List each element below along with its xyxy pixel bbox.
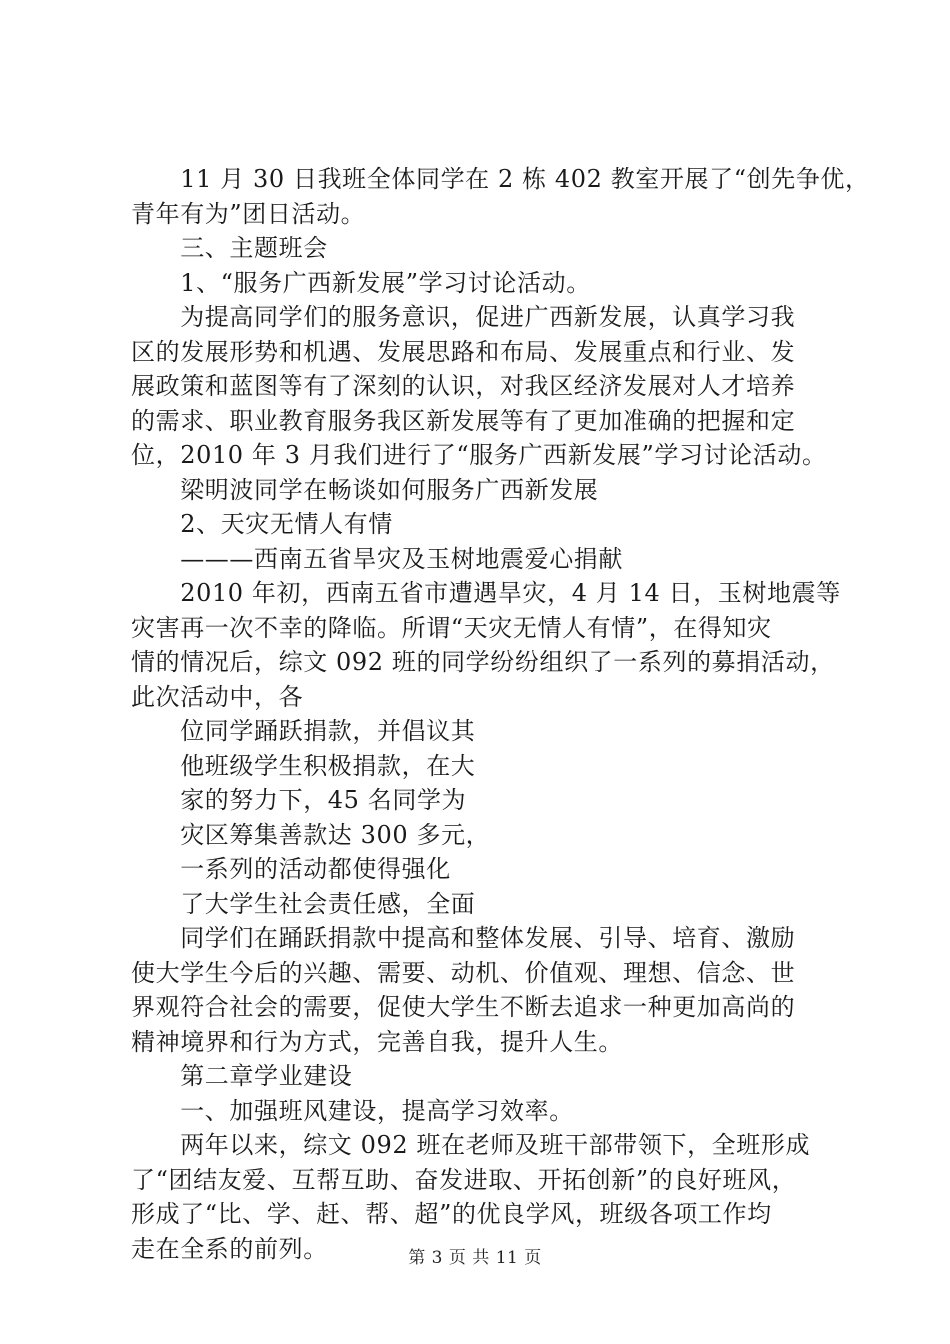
text-line: 他班级学生积极捐款，在大 (131, 751, 476, 780)
text-line: 一系列的活动都使得强化 (131, 855, 451, 883)
text-line: 位同学踊跃捐款，并倡议其 (131, 717, 476, 745)
text-line: 的需求、职业教育服务我区新发展等有了更加准确的把握和定 (131, 406, 796, 435)
text-line: 情的情况后，综文 092 班的同学纷纷组织了一系列的募捐活动， (131, 648, 835, 676)
text-line: 家的努力下，45 名同学为 (131, 786, 467, 814)
text-line: 一、加强班风建设，提高学习效率。 (131, 1096, 574, 1125)
text-line: 界观符合社会的需要，促使大学生不断去追求一种更加高尚的 (131, 993, 796, 1021)
text-line: 三、主题班会 (131, 234, 328, 262)
text-line: 灾区筹集善款达 300 多元， (131, 820, 491, 849)
text-line: 此次活动中，各 (131, 682, 304, 711)
page-footer: 第 3 页 共 11 页 (408, 1248, 542, 1268)
text-line: 青年有为”团日活动。 (131, 199, 366, 228)
document-body (131, 162, 870, 1266)
text-line: 使大学生今后的兴趣、需要、动机、价值观、理想、信念、世 (131, 958, 796, 987)
text-line: 走在全系的前列。 (131, 1234, 328, 1263)
text-line: 第二章学业建设 (131, 1062, 353, 1090)
text-line: 形成了“比、学、赶、帮、超”的优良学风，班级各项工作均 (131, 1200, 772, 1228)
text-line: 1、“服务广西新发展”学习讨论活动。 (131, 268, 591, 297)
text-line: 2010 年初，西南五省市遭遇旱灾，4 月 14 日，玉树地震等 (131, 579, 841, 607)
text-line: 展政策和蓝图等有了深刻的认识，对我区经济发展对人才培养 (131, 372, 796, 400)
text-line: 位，2010 年 3 月我们进行了“服务广西新发展”学习讨论活动。 (131, 441, 827, 469)
text-line: 精神境界和行为方式，完善自我，提升人生。 (131, 1027, 623, 1056)
text-line: 了大学生社会责任感，全面 (131, 889, 476, 918)
text-line: 同学们在踊跃捐款中提高和整体发展、引导、培育、激励 (131, 924, 796, 952)
text-line: 了“团结友爱、互帮互助、奋发进取、开拓创新”的良好班风， (131, 1165, 797, 1194)
text-line: 两年以来，综文 092 班在老师及班干部带领下，全班形成 (131, 1131, 811, 1159)
text-line: 区的发展形势和机遇、发展思路和布局、发展重点和行业、发 (131, 337, 796, 366)
text-line: 梁明波同学在畅谈如何服务广西新发展 (131, 475, 599, 504)
text-line: 为提高同学们的服务意识，促进广西新发展，认真学习我 (131, 303, 796, 331)
text-line: ———西南五省旱灾及玉树地震爱心捐献 (131, 544, 623, 573)
text-line: 11 月 30 日我班全体同学在 2 栋 402 教室开展了“创先争优， (131, 165, 870, 193)
text-line: 灾害再一次不幸的降临。所谓“天灾无情人有情”，在得知灾 (131, 613, 772, 642)
text-line: 2、天灾无情人有情 (131, 510, 393, 538)
